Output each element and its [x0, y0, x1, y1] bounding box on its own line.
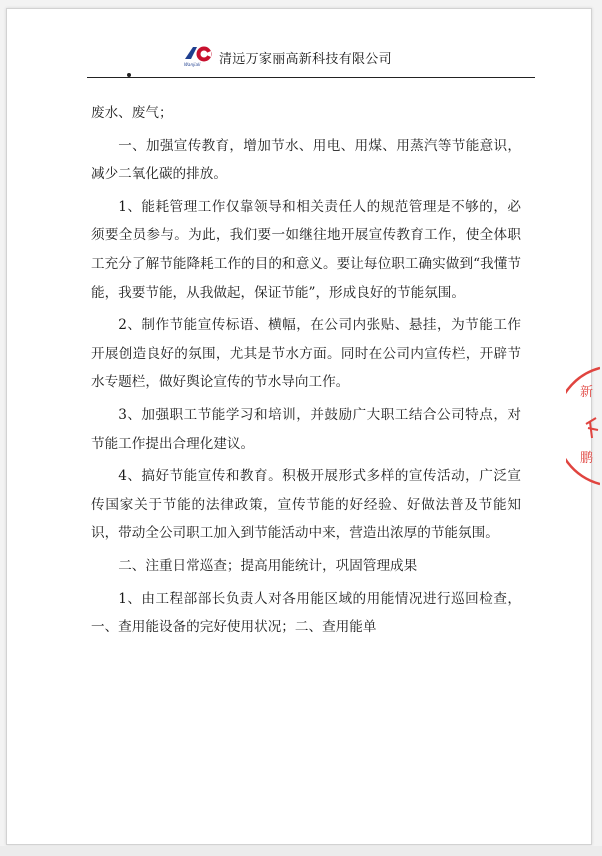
paragraph: 2、制作节能宣传标语、横幅，在公司内张贴、悬挂，为节能工作开展创造良好的氛围，尤其是节水方面。同时在公司内宣传栏，开辟节水专题栏，做好舆论宣传的节水导向工作。 [91, 317, 521, 391]
paragraph: 二、注重日常巡查；提高用能统计，巩固管理成果 [118, 557, 418, 574]
paragraph: 一、加强宣传教育，增加节水、用电、用煤、用蒸汽等节能意识，减少二氧化碳的排放。 [91, 137, 521, 183]
svg-text:新: 新 [580, 385, 594, 400]
company-name: 清远万家丽高新科技有限公司 [219, 51, 392, 67]
svg-text:鹏: 鹏 [580, 451, 594, 466]
company-logo-icon [183, 43, 213, 67]
scan-speck [127, 73, 131, 77]
paragraph: 4、搞好节能宣传和教育。积极开展形式多样的宣传活动，广泛宣传国家关于节能的法律政策，宣传节能的好经验、好做法普及节能知识，带动全公司职工加入到节能活动中来，营造出浓厚的节能氛围。 [91, 468, 521, 542]
letterhead [183, 42, 392, 68]
document-body [91, 99, 521, 646]
paragraph: 1、由工程部部长负责人对各用能区域的用能情况进行巡回检查，一、查用能设备的完好使用状况；二、查用能单 [91, 590, 521, 636]
document-page [6, 8, 592, 845]
header-rule [87, 77, 535, 78]
paragraph: 3、加强职工节能学习和培训，并鼓励广大职工结合公司特点，对节能工作提出合理化建议。 [91, 406, 521, 452]
viewer-bottom-edge [0, 846, 602, 856]
red-seal-stamp [566, 366, 600, 486]
svg-text:Wanjiali: Wanjiali [184, 62, 201, 67]
paragraph: 废水、废气； [91, 105, 173, 121]
paragraph: 1、能耗管理工作仅靠领导和相关责任人的规范管理是不够的，必须要全员参与。为此，我们要一如继往地开展宣传教育工作，使全体职工充分了解节能降耗工作的目的和意义。要让每位职工确实做到“我懂节能，我要节能，从我做起，保证节能”，形成良好的节能氛围。 [91, 198, 521, 301]
